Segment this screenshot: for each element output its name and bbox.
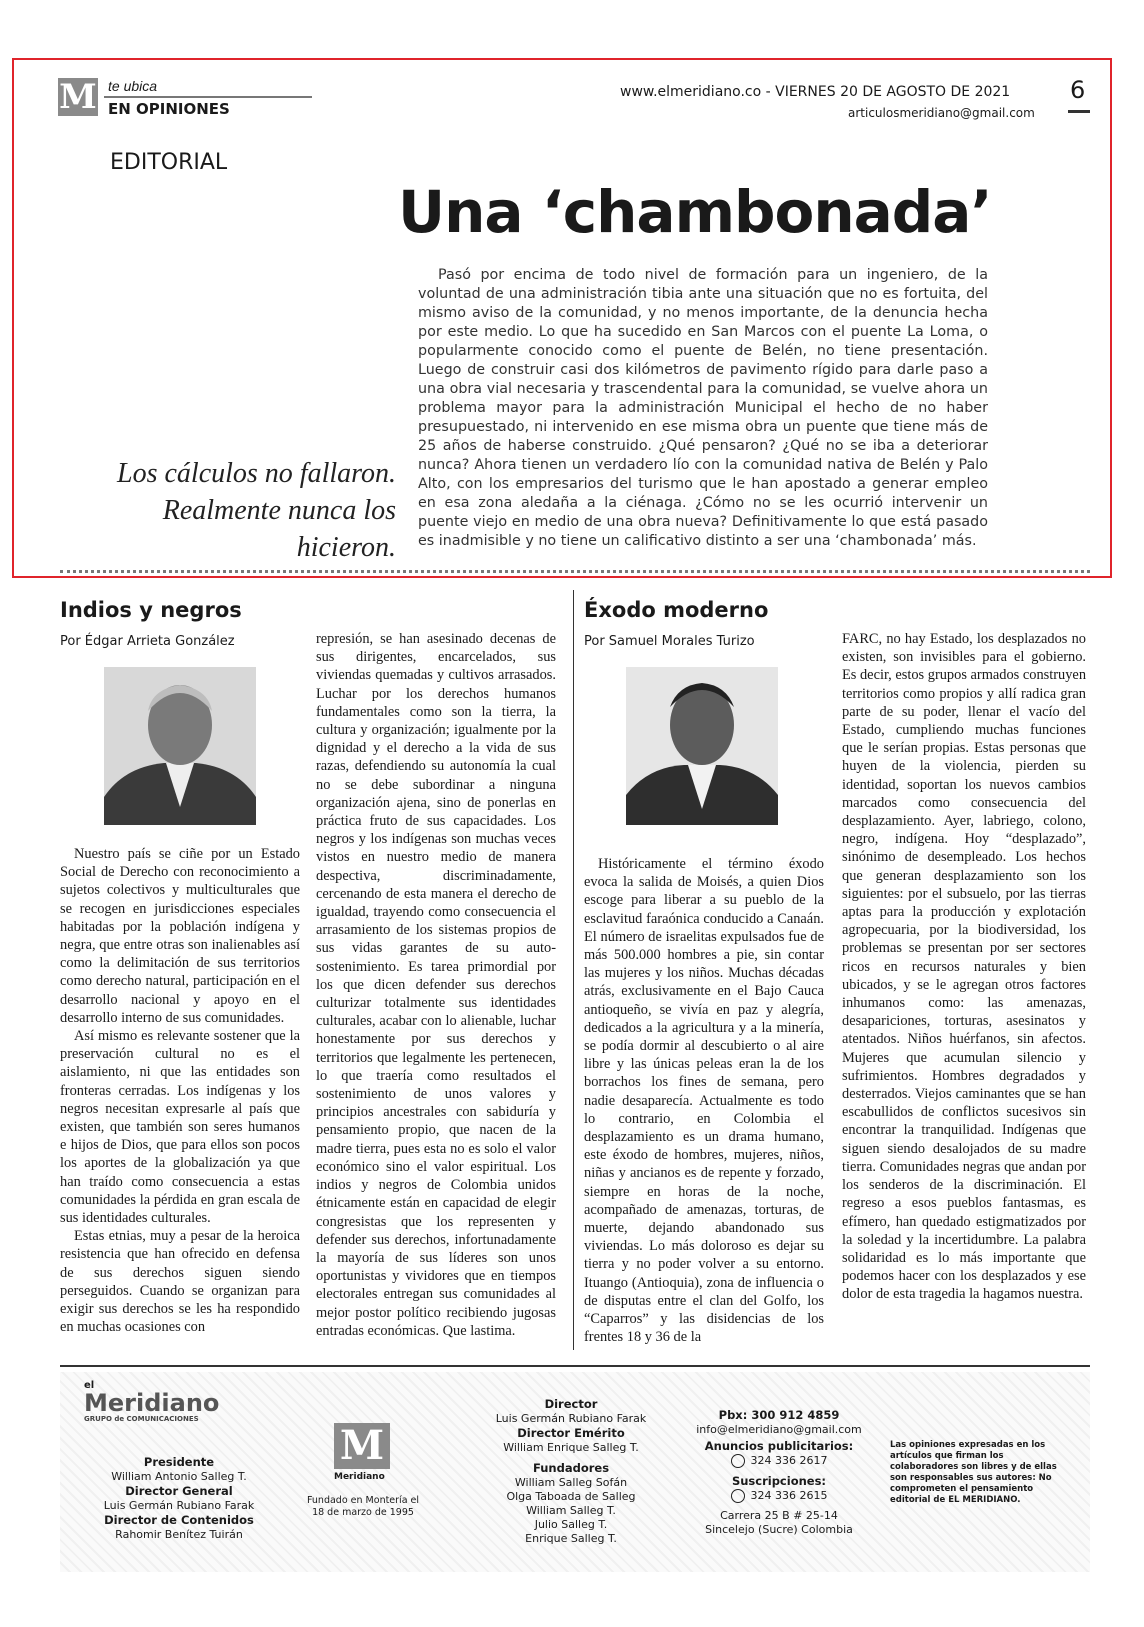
info-email: info@elmeridiano@gmail.com bbox=[696, 1423, 862, 1436]
director-contenidos-label: Director de Contenidos bbox=[104, 1513, 254, 1527]
fundador: William Salleg T. bbox=[526, 1504, 616, 1517]
article2-paragraph: FARC, no hay Estado, los desplazados no existen, son invisibles para el gobierno. Es decir, estos grupos armados construyen territorios como propios y allí radica gran parte de su poder, llenar el vacío del Estado, cumpliendo muchas funciones que le serían propias. Estas personas que huyen de la violencia, pierden su identidad, soportan los nuevos cambios marcados como consecuencia del desplazamiento. Ayer, labriego, colono, negro, indígena. Hoy “desplazado”, sinónimo de desempleado. Los hechos que generan desplazamiento son los siguientes: por el subsuelo, por las tierras aptas para la producción y explotación agropecuaria, por la biodiversidad, los problemas se presentan por ser sectores ricos en recursos naturales y bien ubicados, y se le agregan otros factores inhumanos como: las amenazas, desapariciones, torturas, asesinatos y atentados. Niños huérfanos, sin afectos. Mujeres que acumulan silencio y sufrimientos. Hombres degradados y desterrados. Viejos caminantes que se han escabullidos de conflictos sucesivos sin encontrar la tranquilidad. Indígenas que siguen siendo desalojados de su madre tierra. Comunidades negras que andan por los senderos de la discriminación. El regreso a esos pueblos fantasmas, es efímero, han quedado estigmatizados por la soledad y la incertidumbre. La palabra solidaridad es lo más importante que podemos hacer con los desplazados y ese dolor de esta tragedia la hagamos nuestra. bbox=[842, 631, 1087, 1303]
article1-title: Indios y negros bbox=[60, 598, 242, 622]
fundador: William Salleg Sofán bbox=[514, 1476, 628, 1489]
suscripciones-label: Suscripciones: bbox=[731, 1474, 827, 1488]
presidente-label: Presidente bbox=[143, 1455, 215, 1469]
column-divider bbox=[573, 590, 574, 1350]
fundador: Enrique Salleg T. bbox=[525, 1532, 617, 1545]
brand-logo bbox=[84, 1380, 244, 1423]
editorial-label: EDITORIAL bbox=[110, 150, 228, 175]
page-number: 6 bbox=[1070, 76, 1086, 104]
presidente-name: William Antonio Salleg T. bbox=[111, 1470, 247, 1483]
contact-email: articulosmeridiano@gmail.com bbox=[848, 106, 1035, 120]
editorial-body: Pasó por encima de todo nivel de formación para un ingeniero, de la voluntad de una administración tibia ante una situación que no es fortuita, del mismo aviso de la comunidad, y no menos importante, de la denuncia hecha por este medio. Lo que ha sucedido en San Marcos con el puente La Loma, o popularmente conocido como el puente de Belén, no tiene presentación. Luego de construir casi dos kilómetros de pavimento rígido para darle paso a una obra vial necesaria y trascendental para la comunidad, se vuelve ahora un problema mayor para la administración Municipal el hecho de no haber presupuestado, ni intervenido en ese misma obra un puente que tiene más de 25 años de haberse construido. ¿Qué pensaron? ¿Qué no se iba a deteriorar nunca? Ahora tienen un verdadero lío con la comunidad nativa de Belén y Palo Alto, con los empresarios del turismo que le han apostado a generar empleo en esa zona aledaña a la ciénaga. ¿Cómo no se les ocurrió intervenir un puente viejo en medio de una obra nueva? Definitivamente lo que está pasado es inadmisible y no tiene un calificativo distinto a ser una ‘chambonada’ más. bbox=[418, 267, 988, 549]
whatsapp-icon bbox=[731, 1489, 745, 1503]
pbx: Pbx: 300 912 4859 bbox=[718, 1408, 840, 1422]
article1-paragraph: Así mismo es relevante sostener que la preservación cultural no es el aislamiento, ni que las entidades son fronteras cerradas. Los indígenas y los negros necesitan expresarle al país que existen, que también son seres humanos e hijos de Dios, que para ellos son pocos los aportes de la globalización ya que han traído como consecuencia a estas comunidades la pérdida en gran escala de sus identidades culturales. bbox=[60, 1028, 300, 1227]
bottom-rule bbox=[60, 1365, 1090, 1367]
article2-column2 bbox=[842, 630, 1086, 1304]
url-date: www.elmeridiano.co - VIERNES 20 DE AGOSTO DE 2021 bbox=[620, 84, 1011, 100]
article1-byline: Por Édgar Arrieta González bbox=[60, 634, 235, 649]
author-photo-arrieta bbox=[104, 667, 256, 825]
article1-column1 bbox=[60, 845, 300, 1336]
logo2-name: Meridiano bbox=[334, 1472, 385, 1482]
director-general-label: Director General bbox=[125, 1484, 233, 1498]
disclaimer: Las opiniones expresadas en los artículos que firman los colaboradores son libres y de ellas son responsables sus autores: No comprometen el pensamiento editorial de EL MERIDIANO. bbox=[890, 1440, 1057, 1505]
article2-byline: Por Samuel Morales Turizo bbox=[584, 634, 755, 649]
emerito-label: Director Emérito bbox=[517, 1426, 625, 1440]
fundado: Fundado en Montería el 18 de marzo de 1995 bbox=[306, 1495, 420, 1518]
masthead-center bbox=[486, 1397, 656, 1546]
whatsapp-icon bbox=[731, 1454, 745, 1468]
editorial-headline: Una ‘chambonada’ bbox=[398, 178, 992, 246]
emerito-name: William Enrique Salleg T. bbox=[503, 1441, 639, 1454]
anuncios-phone: 324 336 2617 bbox=[750, 1454, 828, 1467]
brand-name: Meridiano bbox=[84, 1389, 220, 1417]
editorial-pullquote: Los cálculos no fallaron. Realmente nunca los hicieron. bbox=[117, 458, 396, 563]
article2-title: Éxodo moderno bbox=[584, 598, 769, 622]
brand-el: el bbox=[84, 1380, 95, 1391]
section-name: EN OPINIONES bbox=[108, 100, 230, 118]
fundadores-label: Fundadores bbox=[532, 1461, 610, 1475]
director-name: Luis Germán Rubiano Farak bbox=[495, 1412, 647, 1425]
section-rule bbox=[104, 96, 312, 98]
director-general-name: Luis Germán Rubiano Farak bbox=[103, 1499, 255, 1512]
dotted-divider bbox=[60, 570, 1090, 573]
anuncios-label: Anuncios publicitarios: bbox=[704, 1439, 854, 1453]
masthead-left bbox=[86, 1455, 272, 1542]
page-number-rule bbox=[1068, 110, 1090, 113]
article2-paragraph: Históricamente el término éxodo evoca la salida de Moisés, a quien Dios escoge para liberar a su pueblo de la esclavitud faraónica conducido a Canaán. El número de israelitas expulsados fue de más 500.000 hombres a pie, sin contar las mujeres y los niños. Muchas décadas atrás, exclusivamente en el Bajo Cauca antioqueño, se vivía en paz y alegría, dedicados a la agricultura y a la minería, se podía dormir al descubierto o al aire libre y las únicas peleas eran la de los borrachos los fines de semana, pero nadie desaparecía. Actualmente es todo lo contrario, en Colombia el desplazamiento es un drama humano, este éxodo de hombres, mujeres, niños, niñas y ancianos es de repente y forzado, siempre en horas de la noche, acompañado de amenazas, torturas, de muerte, dejando abandonado sus viviendas. Lo más doloroso es dejar su tierra y no poder volver a su entorno. Ituango (Antioquia), zona de influencia o de disputas entre el clan del Golfo, los “Caparros” y las disidencias de los frentes 18 y 36 de la bbox=[584, 856, 824, 1346]
article1-paragraph: Nuestro país se ciñe por un Estado Social de Derecho con reconocimiento a sujetos colectivos y multiculturales que se recogen en jurisdicciones especiales habitadas por la población indígena y negra, que entre otras son inalienables así como la delimitación de sus territorios como derecho natural, participación en el desarrollo nacional y apoyo en el desarrollo interno de sus comunidades. bbox=[60, 846, 300, 1026]
address-line2: Sincelejo (Sucre) Colombia bbox=[705, 1523, 853, 1536]
address-line1: Carrera 25 B # 25-14 bbox=[720, 1509, 838, 1522]
author-photo-morales bbox=[626, 667, 778, 825]
article1-paragraph: represión, se han asesinado decenas de sus dirigentes, encarcelados, sus viviendas quemadas y cultivos arrasados. Luchar por los derechos humanos fundamentales como son la tierra, la cultura y organización; igualmente por la dignidad y el derecho a la vida de sus razas, defendiendo su autonomía la cual no se debe subordinar a ninguna organización ajena, sino de ponerlas en práctica fruto de sus capacidades. Los negros y los indígenas son muchas veces vistos en nuestro medio de manera despectiva, discriminadamente, cercenando de esta manera el derecho de igualdad, trayendo como consecuencia el arrasamiento de los sistemas propios de sus vidas garantes de su auto- sostenimiento. Es tarea primordial por los que dicen defender sus derechos culturizar totalmente sus identidades culturales, acabar con lo alienable, luchar honestamente por sus derechos y territorios que legalmente les pertenecen, lo que traería como resultados el sostenimiento de unos valores y principios ancestrales con sabiduría y pensamiento propio, que nacen de la madre tierra, pues esta no es solo el valor económico sino el valor espiritual. Los indios y negros de Colombia unidos étnicamente están en capacidad de elegir congresistas que los representen y defender sus derechos, infortunadamente la mayoría de sus líderes son unos oportunistas y vividores que en tiempos electorales entregan sus comunidades al mejor postor político recibiendo jugosas entradas económicas. Que lastima. bbox=[316, 631, 556, 1339]
brand-sub: GRUPO de COMUNICACIONES bbox=[84, 1415, 199, 1423]
fundador: Julio Salleg T. bbox=[534, 1518, 608, 1531]
article2-column1 bbox=[584, 855, 824, 1346]
article1-column2 bbox=[316, 630, 556, 1340]
article1-paragraph: Estas etnias, muy a pesar de la heroica resistencia que han ofrecido en defensa de sus derechos siguen siendo perseguidos. Cuando se organizan para exigir sus derechos se les ha respondido en muchas ocasiones con bbox=[60, 1228, 300, 1336]
meridiano-logo-icon: M bbox=[59, 77, 97, 117]
meridiano-m-logo-icon: M bbox=[334, 1423, 390, 1469]
suscripciones-phone: 324 336 2615 bbox=[750, 1489, 828, 1502]
section-kicker: te ubica bbox=[108, 78, 158, 94]
director-contenidos-name: Rahomir Benítez Tuirán bbox=[115, 1528, 243, 1541]
director-label: Director bbox=[544, 1397, 598, 1411]
fundador: Olga Taboada de Salleg bbox=[506, 1490, 636, 1503]
masthead-contact bbox=[694, 1408, 864, 1537]
